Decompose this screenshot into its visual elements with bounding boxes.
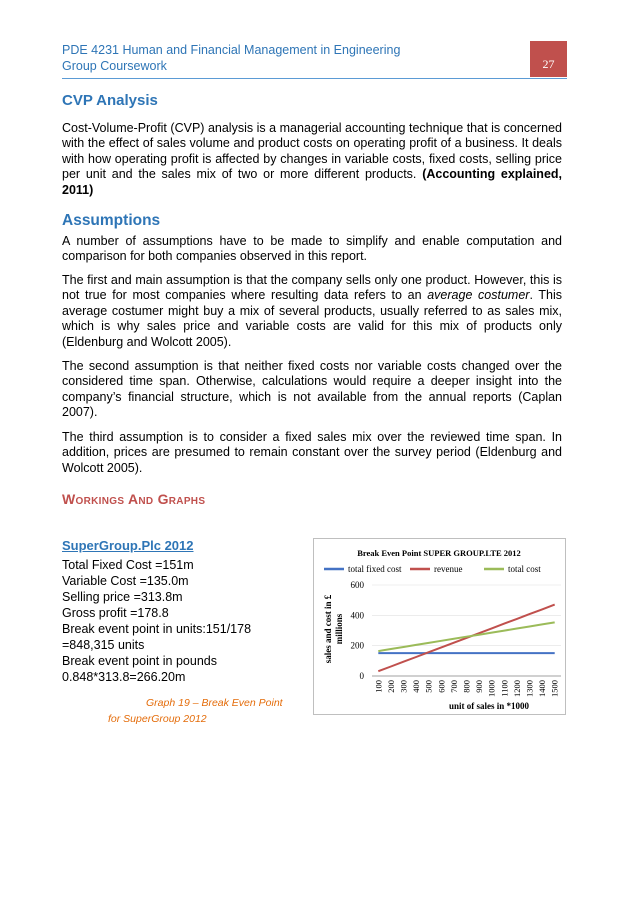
legend-label: total fixed cost	[348, 564, 402, 574]
x-tick-label: 1200	[511, 680, 522, 697]
assumptions-paragraph-4: The third assumption is to consider a fixed sales mix over the reviewed time span. In addition, prices are presumed to remain constant over the survey period (Eldenburg and Wolcott 2005).	[62, 430, 562, 475]
x-tick-label: 600	[436, 680, 447, 693]
figure-line: Break event point in pounds	[62, 654, 217, 668]
x-tick-label: 300	[398, 680, 409, 693]
assumptions-p2-end: . This average costumer might buy a mix of several products, usually referred to as sales mix, which is why sales price and variable costs are valid for this mix of products only (Eldenburg and Wolcott 2005).	[62, 288, 562, 349]
x-tick-label: 900	[474, 680, 485, 693]
y-tick-label: 400	[350, 610, 364, 621]
series-line-revenue	[378, 605, 554, 672]
break-even-chart-svg	[314, 539, 565, 714]
header-course-title: PDE 4231 Human and Financial Management in Engineering	[62, 43, 401, 57]
chart-legend	[324, 564, 541, 574]
caption-line-1: Graph 19 – Break Even Point	[146, 697, 283, 709]
x-tick-label: 1300	[524, 680, 535, 697]
figure-line: Total Fixed Cost =151m	[62, 558, 194, 572]
break-even-chart	[313, 538, 566, 715]
header-subtitle: Group Coursework	[62, 59, 167, 73]
assumptions-p2-emphasis: average costumer	[427, 288, 530, 303]
section-title-cvp: CVP Analysis	[62, 92, 158, 109]
supergroup-figures	[62, 557, 251, 685]
chart-title: Break Even Point SUPER GROUP.LTE 2012	[357, 548, 521, 558]
legend-label: total cost	[508, 564, 541, 574]
x-axis-label: unit of sales in *1000	[448, 701, 530, 711]
x-tick-label: 1000	[486, 680, 497, 697]
figure-line: Gross profit =178.8	[62, 606, 169, 620]
x-tick-label: 700	[448, 680, 459, 693]
running-header	[62, 42, 504, 74]
y-tick-label: 0	[359, 671, 364, 681]
section-title-assumptions: Assumptions	[62, 212, 161, 229]
caption-line-2: for SuperGroup 2012	[108, 713, 207, 725]
assumptions-paragraph-2	[62, 273, 562, 350]
x-tick-label: 1400	[537, 680, 548, 697]
x-tick-label: 800	[461, 680, 472, 693]
y-tick-label: 600	[350, 580, 364, 590]
x-tick-label: 100	[373, 680, 384, 693]
x-tick-label: 200	[385, 680, 396, 693]
graph-caption	[108, 695, 308, 727]
y-axis-label-line-2: millions	[334, 613, 344, 645]
x-tick-label: 1500	[549, 680, 560, 697]
x-tick-label: 500	[423, 680, 434, 693]
cvp-body: Cost-Volume-Profit (CVP) analysis is a managerial accounting technique that is concerned with the effect of sales volume and product costs on operating profit of a business. It deals with how operating profit is affected by changes in variable costs, fixed costs, selling price per unit and the sales mix of two or more different products.	[62, 121, 562, 182]
figure-line: Variable Cost =135.0m	[62, 574, 189, 588]
assumptions-paragraph-3: The second assumption is that neither fixed costs nor variable costs changed over the considered time span. Otherwise, calculations would require a deeper insight into the company’s financial structure, which is not available from the annual reports (Caplan 2007).	[62, 359, 562, 420]
section-title-workings: Workings And Graphs	[62, 491, 206, 507]
y-tick-label: 200	[350, 640, 364, 651]
cvp-citation: (Accounting explained, 2011)	[62, 167, 562, 197]
series-line-total-cost	[378, 622, 554, 651]
assumptions-paragraph-1: A number of assumptions have to be made to simplify and enable computation and comparison for both companies observed in this report.	[62, 234, 562, 264]
figure-line: 0.848*313.8=266.20m	[62, 670, 186, 684]
assumptions-p2-start: The first and main assumption is that the company sells only one product. However, this is not true for most companies where resulting data refers to an	[62, 273, 562, 303]
x-tick-label: 1100	[499, 680, 510, 697]
header-divider	[62, 78, 567, 79]
cvp-paragraph	[62, 121, 562, 198]
legend-label: revenue	[434, 564, 463, 574]
figure-line: =848,315 units	[62, 638, 145, 652]
supergroup-heading: SuperGroup.Plc 2012	[62, 538, 194, 553]
page-number: 27	[530, 41, 567, 77]
figure-line: Selling price =313.8m	[62, 590, 183, 604]
x-tick-label: 400	[411, 680, 422, 693]
plot-area	[351, 580, 562, 697]
figure-line: Break event point in units:151/178	[62, 622, 252, 636]
y-axis-label-line-1: sales and cost in £	[323, 594, 333, 664]
